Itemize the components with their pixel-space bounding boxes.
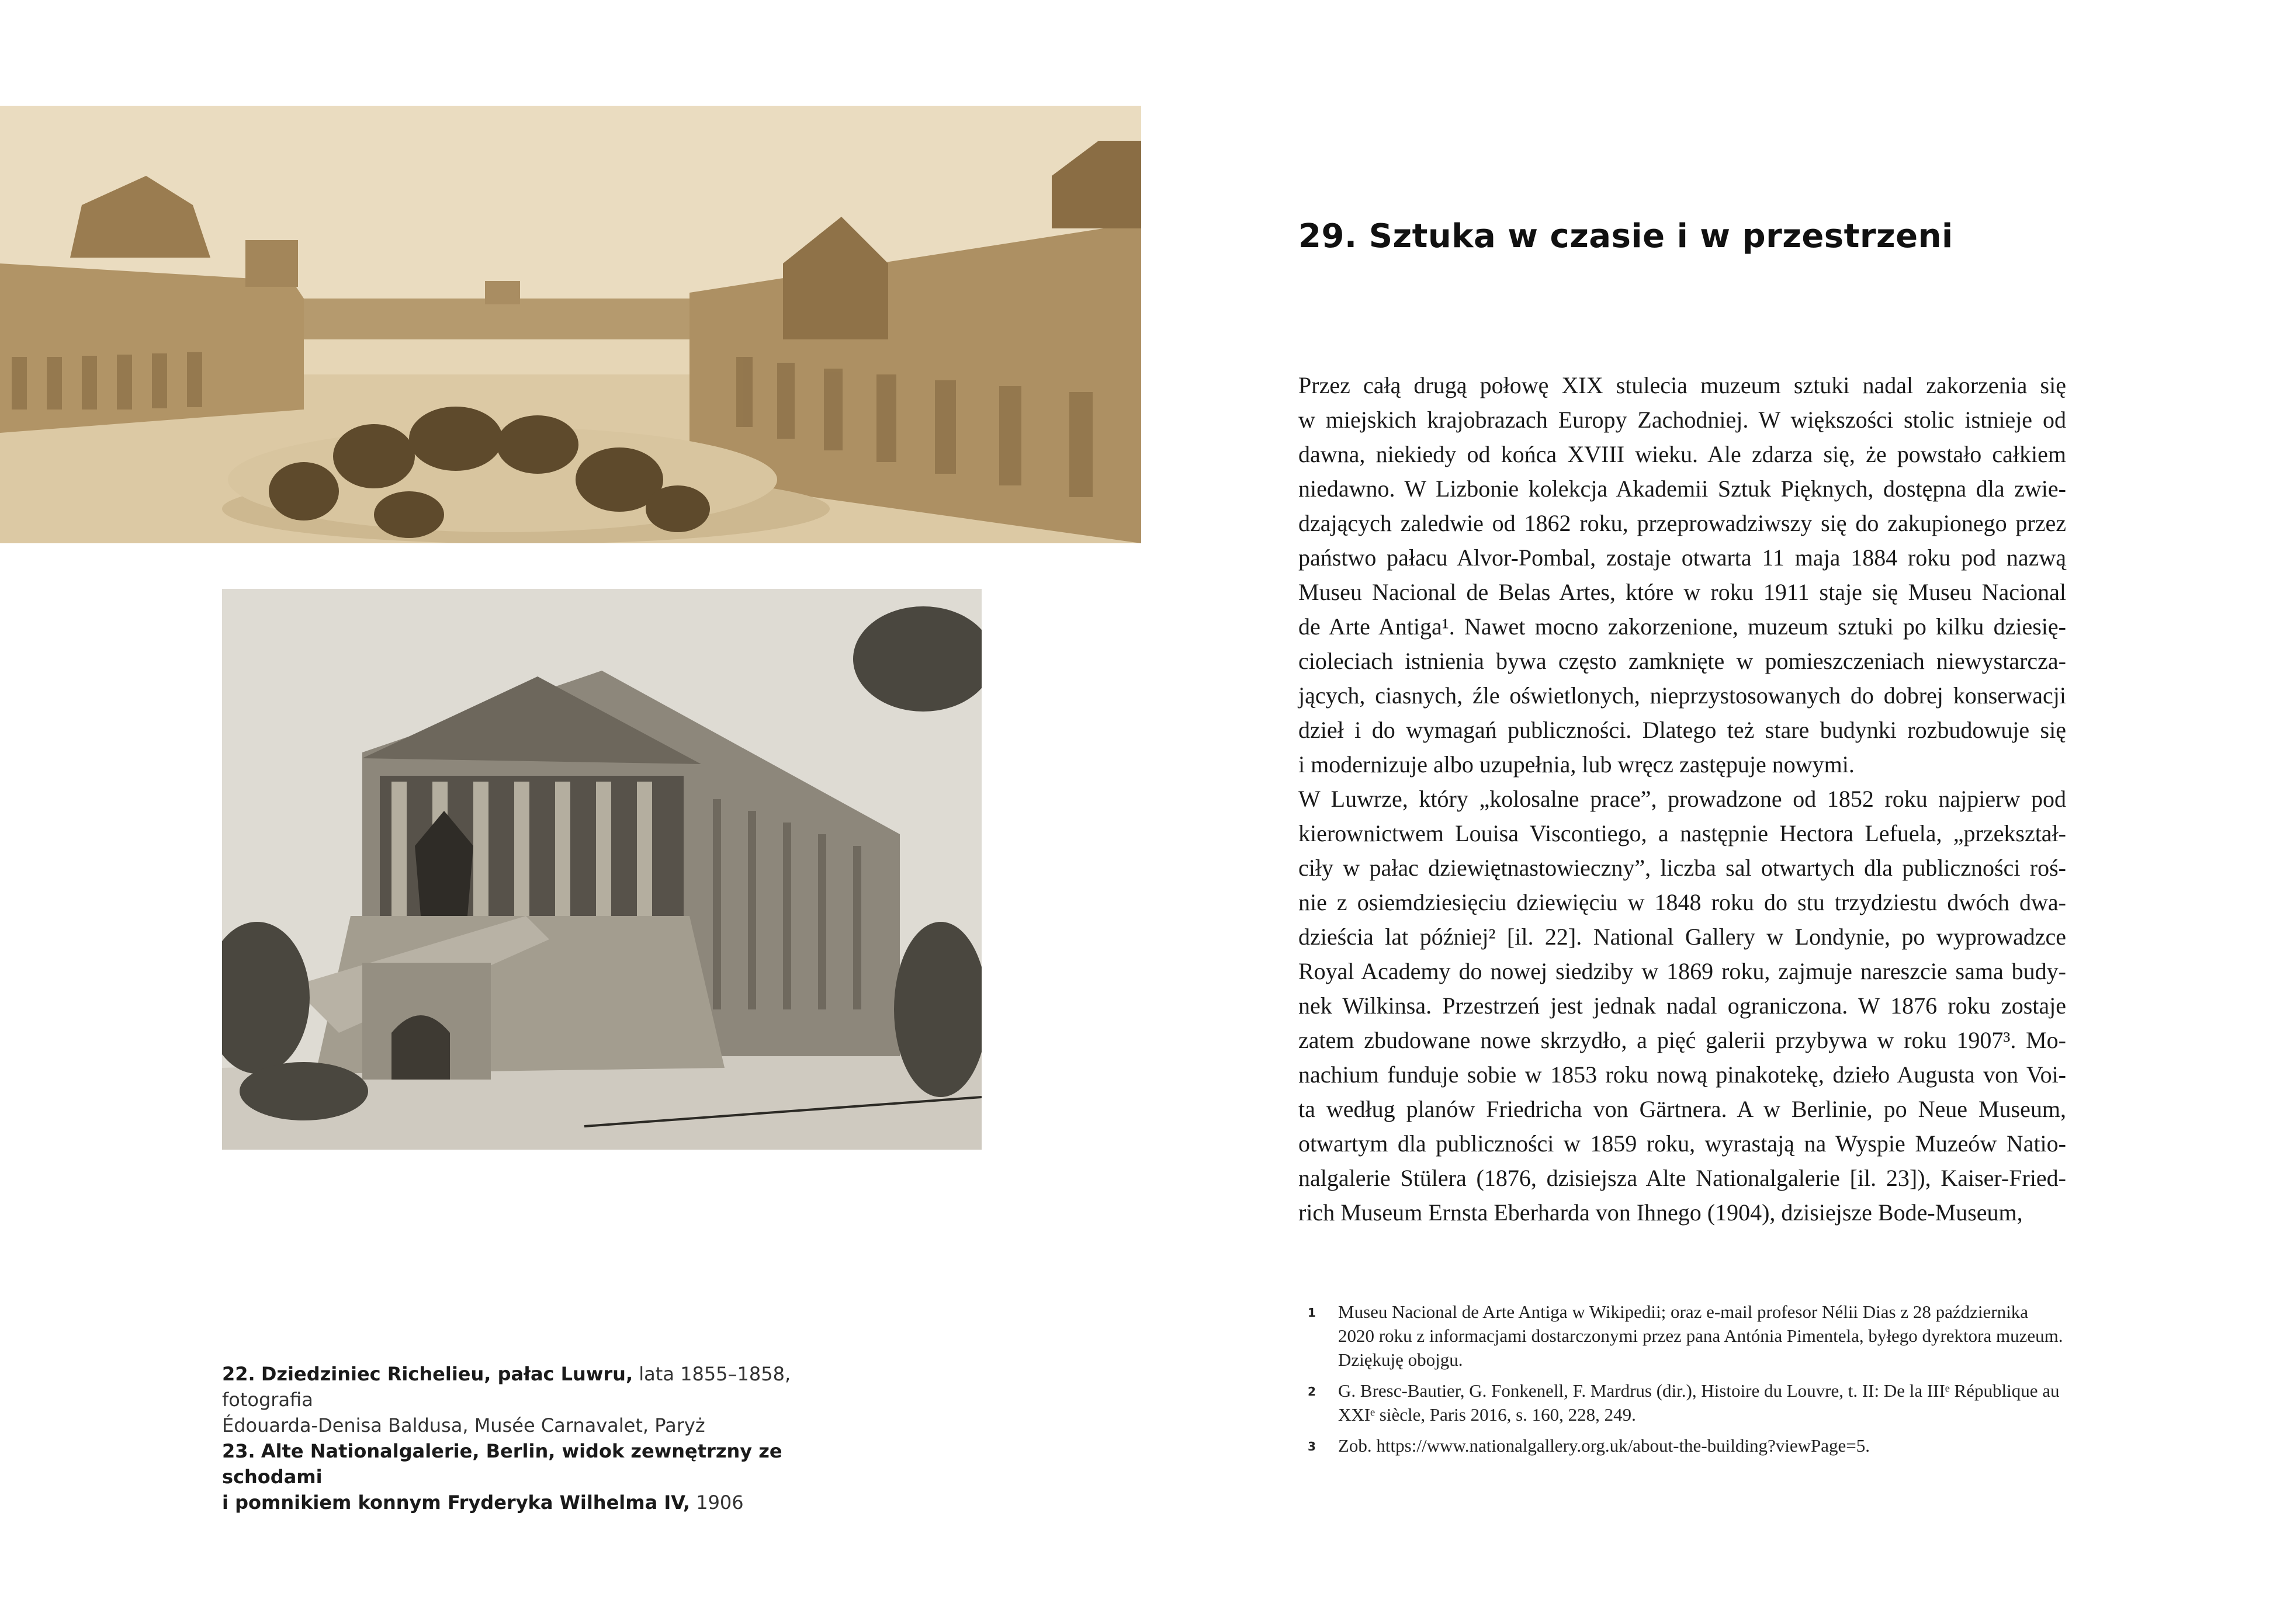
body-text: [1298, 368, 2066, 1230]
caption-22-details: lata 1855–1858, fotografia: [222, 1363, 791, 1411]
footnotes: [1308, 1300, 2067, 1465]
louvre-courtyard-photo: [0, 106, 1141, 543]
caption-23-number: 23.: [222, 1440, 255, 1462]
body-line: Royal Academy do nowej siedziby w 1869 roku, zajmuje nareszcie sama budy-: [1298, 958, 2066, 984]
footnote-text: Museu Nacional de Arte Antiga w Wikipedii; oraz e-mail profesor Nélii Dias z 28 października 2020 roku z informacjami dostarczonymi przez pana Antónia Pimentela, byłego dyrektora muzeum. Dziękuję obojgu.: [1338, 1302, 2063, 1370]
caption-23-title-a: Alte Nationalgalerie, Berlin, widok zewnętrzny ze schodami: [222, 1440, 782, 1488]
body-line: nie z osiemdziesięciu dziewięciu w 1848 roku do stu trzydziestu dwóch dwa-: [1298, 889, 2066, 915]
footnote-number: 3: [1308, 1439, 1316, 1453]
caption-22-title: Dziedziniec Richelieu, pałac Luwru,: [261, 1363, 633, 1385]
body-line: cioleciach istnienia bywa często zamknięte w pomieszczeniach niewystarcza-: [1298, 648, 2066, 674]
body-line: nalgalerie Stülera (1876, dzisiejsza Alte Nationalgalerie [il. 23]), Kaiser-Fried-: [1298, 1165, 2066, 1191]
caption-23: [222, 1438, 853, 1490]
caption-22-number: 22.: [222, 1363, 255, 1385]
caption-23-year: 1906: [696, 1491, 744, 1514]
body-line: nek Wilkinsa. Przestrzeń jest jednak nadal ograniczona. W 1876 roku zostaje: [1298, 993, 2066, 1019]
figure-captions: [222, 1361, 853, 1515]
body-line: Przez całą drugą połowę XIX stulecia muzeum sztuki nadal zakorzenia się: [1298, 372, 2066, 398]
body-line: i modernizuje albo uzupełnia, lub wręcz zastępuje nowymi.: [1298, 751, 1855, 778]
body-line: państwo pałacu Alvor-Pombal, zostaje otwarta 11 maja 1884 roku pod nazwą: [1298, 544, 2066, 571]
footnote: [1308, 1434, 2067, 1458]
footnote-number: 1: [1308, 1306, 1316, 1320]
caption-23-line2: [222, 1490, 853, 1515]
body-line: otwartym dla publiczności w 1859 roku, wyrastają na Wyspie Muzeów Natio-: [1298, 1130, 2066, 1157]
footnote-text: G. Bresc-Bautier, G. Fonkenell, F. Mardrus (dir.), Histoire du Louvre, t. II: De la IIIᵉ République au XXIᵉ siècle, Paris 2016, s. 160, 228, 249.: [1338, 1380, 2060, 1425]
body-line: dzających zaledwie od 1862 roku, przeprowadziwszy się do zakupionego przez: [1298, 510, 2066, 536]
chapter-heading: 29. Sztuka w czasie i w przestrzeni: [1298, 217, 1953, 255]
alte-nationalgalerie-photo: [222, 589, 982, 1150]
body-line: kierownictwem Louisa Viscontiego, a następnie Hectora Lefuela, „przekształ-: [1298, 820, 2066, 846]
footnote: [1308, 1300, 2067, 1372]
body-line: zatem zbudowane nowe skrzydło, a pięć galerii przybywa w roku 1907³. Mo-: [1298, 1027, 2066, 1053]
body-line: dzieł i do wymagań publiczności. Dlatego też stare budynki rozbudowuje się: [1298, 717, 2066, 743]
footnote: [1308, 1379, 2067, 1427]
body-line: jących, ciasnych, źle oświetlonych, nieprzystosowanych do dobrej konserwacji: [1298, 682, 2066, 709]
body-line: niedawno. W Lizbonie kolekcja Akademii Sztuk Pięknych, dostępna dla zwie-: [1298, 476, 2066, 502]
footnote-text: Zob. https://www.nationalgallery.org.uk/about-the-building?viewPage=5.: [1338, 1435, 1870, 1456]
body-line: ta według planów Friedricha von Gärtnera. A w Berlinie, po Neue Museum,: [1298, 1096, 2066, 1122]
body-line: ciły w pałac dziewiętnastowieczny”, liczba sal otwartych dla publiczności roś-: [1298, 855, 2066, 881]
body-line: nachium funduje sobie w 1853 roku nową pinakotekę, dzieło Augusta von Voi-: [1298, 1061, 2066, 1088]
body-line: dzieścia lat później² [il. 22]. National Gallery w Londynie, po wyprowadzce: [1298, 924, 2066, 950]
caption-22-line2: Édouarda-Denisa Baldusa, Musée Carnavalet, Paryż: [222, 1414, 705, 1436]
body-line: w miejskich krajobrazach Europy Zachodniej. W większości stolic istnieje od: [1298, 407, 2066, 433]
footnote-number: 2: [1308, 1384, 1316, 1399]
caption-22: [222, 1361, 853, 1413]
body-line: dawna, niekiedy od końca XVIII wieku. Ale zdarza się, że powstało całkiem: [1298, 441, 2066, 467]
body-line: W Luwrze, który „kolosalne prace”, prowadzone od 1852 roku najpierw pod: [1298, 786, 2066, 812]
body-line: de Arte Antiga¹. Nawet mocno zakorzenione, muzeum sztuki po kilku dziesię-: [1298, 613, 2066, 640]
body-line: Museu Nacional de Belas Artes, które w roku 1911 staje się Museu Nacional: [1298, 579, 2066, 605]
caption-23-title-b: i pomnikiem konnym Fryderyka Wilhelma IV,: [222, 1491, 691, 1514]
body-line: rich Museum Ernsta Eberharda von Ihnego (1904), dzisiejsze Bode-Museum,: [1298, 1199, 2023, 1226]
